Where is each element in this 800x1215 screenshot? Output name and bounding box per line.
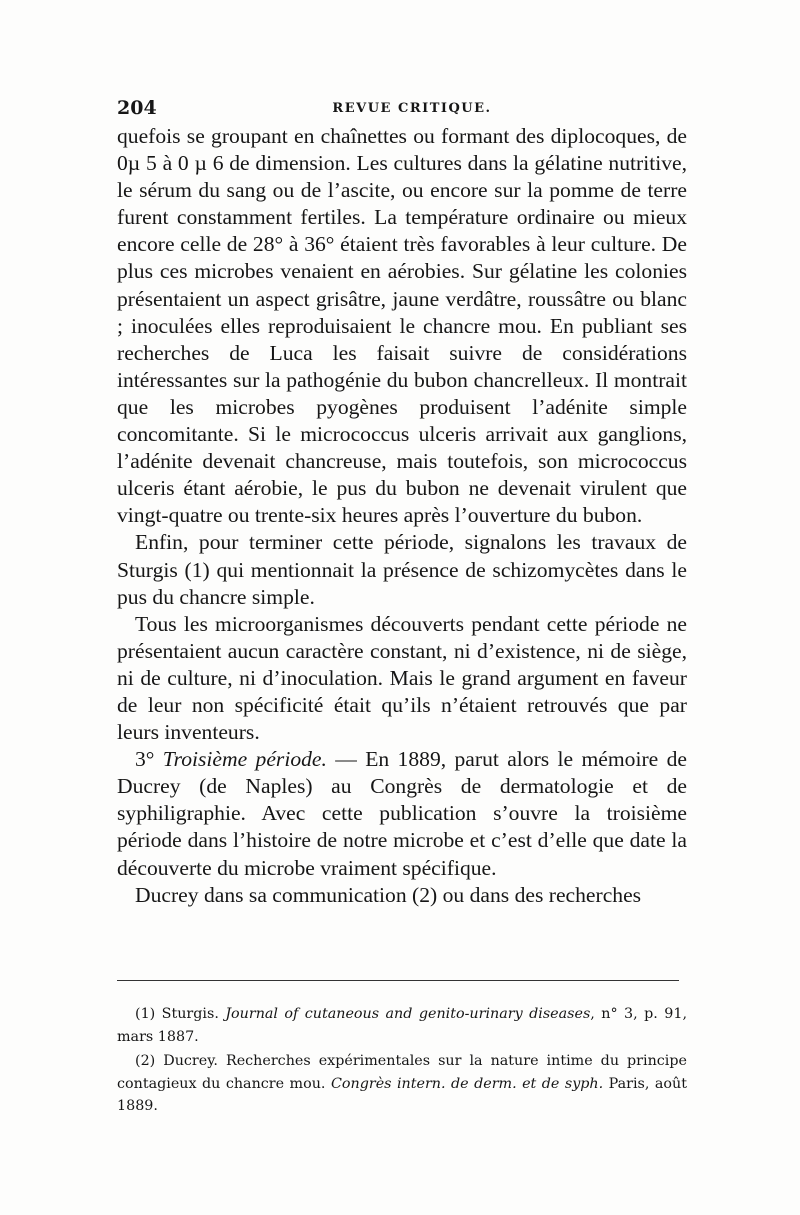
- page-number: 204: [117, 97, 157, 119]
- footnote-2-tail: Paris, août 1889.: [117, 1075, 687, 1114]
- footnotes: [117, 1003, 687, 1120]
- section-text: — En 1889, parut alors le mémoire de Ducrey (de Naples) au Congrès de dermatologie et de syphiligraphie. Avec cette publication s’ouvre la troisième période dans l’histoire de notre microbe et c’est d’elle que date la découverte du microbe vraiment spécifique.: [117, 747, 687, 880]
- body-text: [117, 123, 687, 909]
- paragraph-ducrey: Ducrey dans sa communication (2) ou dans des recherches: [135, 882, 642, 907]
- section-title: Troisième période.: [162, 747, 327, 772]
- footnote-1-lead: (1) Sturgis.: [135, 1006, 226, 1022]
- footnote-1-journal: Journal of cutaneous and genito-urinary diseases: [225, 1006, 591, 1022]
- running-head: REVUE CRITIQUE.: [332, 101, 492, 116]
- section-number: 3°: [135, 747, 155, 772]
- footnote-1-tail: , n° 3, p. 91, mars 1887.: [117, 1006, 687, 1045]
- footnote-2-lead: (2) Ducrey. Recherches expérimentales sur la nature intime du principe contagieux du chancre mou.: [117, 1053, 687, 1092]
- page-header: [117, 97, 687, 121]
- footnote-2: [117, 1050, 687, 1118]
- paragraph-continuation: quefois se groupant en chaînettes ou formant des diplocoques, de 0µ 5 à 0 µ 6 de dimension. Les cultures dans la gélatine nutritive, le sérum du sang ou de l’ascite, ou encore sur la pomme de terre furent constamment fertiles. La température ordinaire ou mieux encore celle de 28° à 36° étaient très favorables à leur culture. De plus ces microbes venaient en aérobies. Sur gélatine les colonies présentaient un aspect grisâtre, jaune verdâtre, roussâtre ou blanc ; inoculées elles reproduisaient le chancre mou. En publiant ses recherches de Luca les faisait suivre de considérations intéressantes sur la pathogénie du bubon chancrelleux. Il montrait que les microbes pyogènes produisent l’adénite simple concomitante. Si le micrococcus ulceris arrivait aux ganglions, l’adénite devenait chancreuse, mais toutefois, son micrococcus ulceris étant aérobie, le pus du bubon ne devenait virulent que vingt-quatre ou trente-six heures après l’ouverture du bubon.: [117, 124, 687, 528]
- footnote-2-congress: Congrès intern. de derm. et de syph.: [330, 1075, 604, 1092]
- paragraph-third-period: [117, 746, 687, 881]
- footnote-1: [117, 1003, 687, 1048]
- footnote-divider: [117, 980, 679, 981]
- paragraph-sturgis: Enfin, pour terminer cette période, signalons les travaux de Sturgis (1) qui mentionnait la présence de schizomycètes dans le pus du chancre simple.: [117, 530, 687, 609]
- paragraph-microorganisms: Tous les microorganismes découverts pendant cette période ne présentaient aucun caractère constant, ni d’existence, ni de siège, ni de culture, ni d’inoculation. Mais le grand argument en faveur de leur non spécificité était qu’ils n’étaient retrouvés que par leurs inventeurs.: [117, 611, 687, 745]
